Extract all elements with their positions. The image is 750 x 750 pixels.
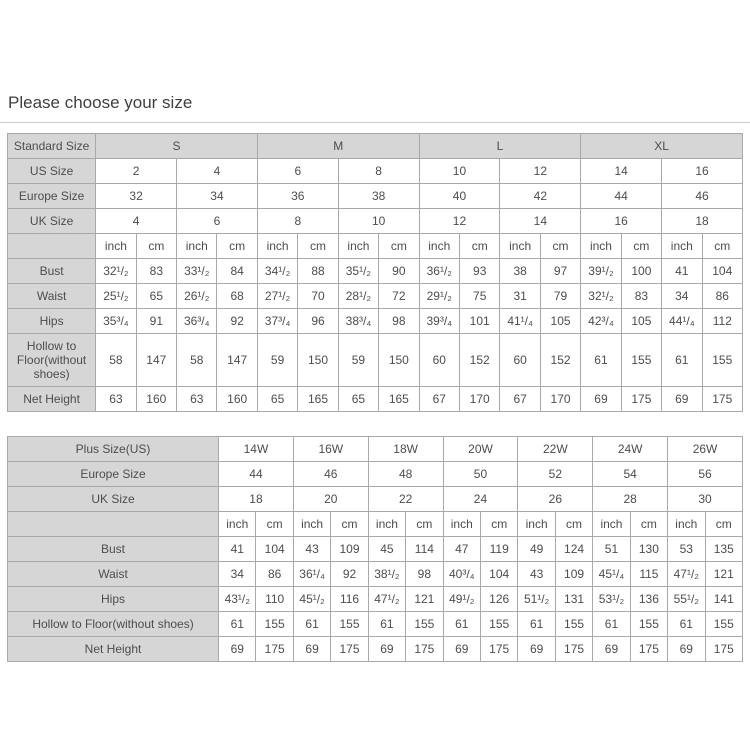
data-cell: 61 [368,612,405,637]
header-cell: XL [581,134,743,159]
data-cell: 22 [368,487,443,512]
data-cell: 61 [443,612,480,637]
data-cell: inch [338,234,378,259]
title-divider [0,122,750,123]
data-cell: 44¹/₄ [662,309,702,334]
header-cell: M [257,134,419,159]
data-cell: 38¹/₂ [368,562,405,587]
data-cell: 175 [630,637,667,662]
data-cell: cm [705,512,742,537]
data-cell: 130 [630,537,667,562]
data-cell: 104 [480,562,517,587]
plus-size-table [7,436,743,662]
data-cell: 36³/₄ [177,309,217,334]
data-cell: 165 [379,387,419,412]
data-cell: 24W [593,437,668,462]
data-cell: 35³/₄ [96,309,136,334]
data-cell: 56 [668,462,743,487]
data-cell: 147 [136,334,176,387]
data-cell: 150 [298,334,338,387]
header-cell: Waist [8,562,219,587]
data-cell: 10 [338,209,419,234]
data-cell: 12 [419,209,500,234]
table-row [8,562,743,587]
data-cell: 69 [368,637,405,662]
data-cell: cm [256,512,293,537]
data-cell: inch [257,234,297,259]
data-cell: 155 [630,612,667,637]
data-cell: 86 [256,562,293,587]
data-cell: 20W [443,437,518,462]
data-cell: 47 [443,537,480,562]
data-cell: 61 [219,612,256,637]
data-cell: 22W [518,437,593,462]
data-cell: 41¹/₄ [500,309,540,334]
data-cell: 8 [338,159,419,184]
data-cell: inch [293,512,330,537]
data-cell: 175 [256,637,293,662]
data-cell: 175 [702,387,742,412]
data-cell: 27¹/₂ [257,284,297,309]
data-cell: 26¹/₂ [177,284,217,309]
header-cell [8,512,219,537]
data-cell: 32¹/₂ [96,259,136,284]
header-cell: Bust [8,259,96,284]
data-cell: 28 [593,487,668,512]
data-cell: 48 [368,462,443,487]
header-cell: Hollow to Floor(without shoes) [8,612,219,637]
table-row [8,184,743,209]
data-cell: 44 [581,184,662,209]
data-cell: 136 [630,587,667,612]
data-cell: inch [177,234,217,259]
data-cell: cm [217,234,257,259]
data-cell: cm [702,234,742,259]
data-cell: 46 [662,184,743,209]
data-cell: 59 [257,334,297,387]
data-cell: 83 [136,259,176,284]
table-row [8,134,743,159]
data-cell: 39³/₄ [419,309,459,334]
data-cell: inch [419,234,459,259]
data-cell: 90 [379,259,419,284]
data-cell: inch [96,234,136,259]
data-cell: 115 [630,562,667,587]
data-cell: 61 [581,334,621,387]
data-cell: 41 [662,259,702,284]
standard-size-table [7,133,743,412]
data-cell: inch [518,512,555,537]
header-cell: Hips [8,587,219,612]
data-cell: 16 [581,209,662,234]
data-cell: cm [621,234,661,259]
table-row [8,462,743,487]
data-cell: 6 [257,159,338,184]
data-cell: 69 [518,637,555,662]
data-cell: 38 [338,184,419,209]
data-cell: 43 [293,537,330,562]
data-cell: 61 [662,334,702,387]
table-row [8,284,743,309]
table-row [8,159,743,184]
data-cell: 175 [480,637,517,662]
data-cell: 92 [217,309,257,334]
table-row [8,334,743,387]
data-cell: 97 [540,259,580,284]
data-cell: 14 [500,209,581,234]
data-cell: cm [298,234,338,259]
data-cell: 34 [177,184,258,209]
data-cell: 68 [217,284,257,309]
data-cell: 155 [705,612,742,637]
data-cell: 16W [293,437,368,462]
data-cell: 72 [379,284,419,309]
data-cell: 58 [177,334,217,387]
data-cell: 6 [177,209,258,234]
data-cell: 155 [555,612,592,637]
data-cell: 152 [459,334,499,387]
standard-size-table [7,133,743,412]
data-cell: 2 [96,159,177,184]
header-cell: Waist [8,284,96,309]
data-cell: 26W [668,437,743,462]
data-cell: 69 [593,637,630,662]
header-cell: US Size [8,159,96,184]
data-cell: 69 [668,637,705,662]
data-cell: 47¹/₂ [668,562,705,587]
data-cell: 38³/₄ [338,309,378,334]
data-cell: cm [480,512,517,537]
data-cell: 112 [702,309,742,334]
data-cell: 41 [219,537,256,562]
data-cell: 44 [219,462,294,487]
data-cell: 34 [219,562,256,587]
data-cell: 86 [702,284,742,309]
data-cell: 35¹/₂ [338,259,378,284]
data-cell: 61 [593,612,630,637]
data-cell: 175 [555,637,592,662]
data-cell: 67 [419,387,459,412]
data-cell: 49 [518,537,555,562]
data-cell: 88 [298,259,338,284]
data-cell: 42³/₄ [581,309,621,334]
data-cell: 40³/₄ [443,562,480,587]
header-cell: Europe Size [8,462,219,487]
data-cell: 165 [298,387,338,412]
data-cell: 121 [705,562,742,587]
header-cell [8,234,96,259]
data-cell: 135 [705,537,742,562]
data-cell: 155 [621,334,661,387]
data-cell: 4 [177,159,258,184]
data-cell: 33¹/₂ [177,259,217,284]
size-tables-section [0,133,750,662]
data-cell: 84 [217,259,257,284]
table-row [8,487,743,512]
data-cell: 155 [406,612,443,637]
data-cell: 98 [379,309,419,334]
table-row [8,587,743,612]
data-cell: cm [459,234,499,259]
data-cell: 36¹/₄ [293,562,330,587]
data-cell: 75 [459,284,499,309]
data-cell: 114 [406,537,443,562]
data-cell: cm [555,512,592,537]
header-cell: L [419,134,581,159]
data-cell: 175 [331,637,368,662]
data-cell: 175 [621,387,661,412]
data-cell: 31 [500,284,540,309]
data-cell: 116 [331,587,368,612]
data-cell: 101 [459,309,499,334]
header-cell: Plus Size(US) [8,437,219,462]
data-cell: 45¹/₂ [293,587,330,612]
data-cell: 29¹/₂ [419,284,459,309]
data-cell: 26 [518,487,593,512]
table-row [8,612,743,637]
data-cell: inch [368,512,405,537]
data-cell: 59 [338,334,378,387]
data-cell: 63 [177,387,217,412]
data-cell: 100 [621,259,661,284]
data-cell: 45¹/₄ [593,562,630,587]
data-cell: 53 [668,537,705,562]
data-cell: 141 [705,587,742,612]
data-cell: 43 [518,562,555,587]
data-cell: 175 [406,637,443,662]
data-cell: 46 [293,462,368,487]
table-row [8,537,743,562]
data-cell: 83 [621,284,661,309]
data-cell: 58 [96,334,136,387]
data-cell: 32 [96,184,177,209]
table-row [8,234,743,259]
data-cell: 40 [419,184,500,209]
header-cell: Net Height [8,387,96,412]
data-cell: inch [668,512,705,537]
data-cell: 25¹/₂ [96,284,136,309]
header-cell: Bust [8,537,219,562]
data-cell: cm [630,512,667,537]
header-cell: UK Size [8,487,219,512]
data-cell: 155 [331,612,368,637]
data-cell: 69 [443,637,480,662]
data-cell: 8 [257,209,338,234]
data-cell: 18 [662,209,743,234]
data-cell: 147 [217,334,257,387]
data-cell: 60 [500,334,540,387]
data-cell: 36¹/₂ [419,259,459,284]
data-cell: 131 [555,587,592,612]
data-cell: 155 [256,612,293,637]
data-cell: inch [662,234,702,259]
header-cell: Europe Size [8,184,96,209]
data-cell: 34¹/₂ [257,259,297,284]
data-cell: inch [500,234,540,259]
data-cell: 50 [443,462,518,487]
data-cell: 43¹/₂ [219,587,256,612]
data-cell: 170 [540,387,580,412]
data-cell: 61 [668,612,705,637]
data-cell: 152 [540,334,580,387]
data-cell: 160 [217,387,257,412]
data-cell: 93 [459,259,499,284]
data-cell: 109 [331,537,368,562]
data-cell: 160 [136,387,176,412]
data-cell: 110 [256,587,293,612]
data-cell: inch [443,512,480,537]
data-cell: 30 [668,487,743,512]
data-cell: 36 [257,184,338,209]
data-cell: 49¹/₂ [443,587,480,612]
data-cell: 54 [593,462,668,487]
header-cell: S [96,134,258,159]
data-cell: 65 [136,284,176,309]
data-cell: 170 [459,387,499,412]
data-cell: 47¹/₂ [368,587,405,612]
data-cell: 155 [480,612,517,637]
data-cell: 150 [379,334,419,387]
data-cell: 124 [555,537,592,562]
data-cell: 24 [443,487,518,512]
data-cell: 104 [256,537,293,562]
data-cell: 53¹/₂ [593,587,630,612]
table-row [8,512,743,537]
table-row [8,259,743,284]
data-cell: 104 [702,259,742,284]
data-cell: 51 [593,537,630,562]
header-cell: UK Size [8,209,96,234]
data-cell: 69 [581,387,621,412]
table-row [8,387,743,412]
data-cell: 42 [500,184,581,209]
data-cell: 69 [219,637,256,662]
data-cell: 63 [96,387,136,412]
table-row [8,209,743,234]
data-cell: 65 [338,387,378,412]
page-title: Please choose your size [8,93,193,112]
data-cell: 45 [368,537,405,562]
data-cell: 32¹/₂ [581,284,621,309]
data-cell: 126 [480,587,517,612]
data-cell: 14W [219,437,294,462]
data-cell: 70 [298,284,338,309]
data-cell: 61 [293,612,330,637]
data-cell: 16 [662,159,743,184]
data-cell: 12 [500,159,581,184]
data-cell: 10 [419,159,500,184]
table-row [8,437,743,462]
data-cell: cm [379,234,419,259]
data-cell: 60 [419,334,459,387]
data-cell: 52 [518,462,593,487]
data-cell: 65 [257,387,297,412]
data-cell: 119 [480,537,517,562]
header-cell: Net Height [8,637,219,662]
data-cell: 51¹/₂ [518,587,555,612]
data-cell: 121 [406,587,443,612]
data-cell: inch [581,234,621,259]
data-cell: 14 [581,159,662,184]
data-cell: 55¹/₂ [668,587,705,612]
data-cell: 96 [298,309,338,334]
data-cell: 34 [662,284,702,309]
data-cell: 37³/₄ [257,309,297,334]
data-cell: 98 [406,562,443,587]
data-cell: 18W [368,437,443,462]
data-cell: 67 [500,387,540,412]
data-cell: cm [331,512,368,537]
table-row [8,309,743,334]
data-cell: inch [219,512,256,537]
data-cell: 69 [293,637,330,662]
data-cell: cm [136,234,176,259]
header-cell: Hips [8,309,96,334]
data-cell: 18 [219,487,294,512]
data-cell: 175 [705,637,742,662]
data-cell: 20 [293,487,368,512]
plus-size-table [7,436,743,662]
data-cell: 69 [662,387,702,412]
data-cell: 39¹/₂ [581,259,621,284]
data-cell: 105 [540,309,580,334]
data-cell: 109 [555,562,592,587]
data-cell: 92 [331,562,368,587]
data-cell: 28¹/₂ [338,284,378,309]
data-cell: 155 [702,334,742,387]
data-cell: cm [406,512,443,537]
data-cell: 79 [540,284,580,309]
data-cell: 38 [500,259,540,284]
header-cell: Standard Size [8,134,96,159]
table-row [8,637,743,662]
data-cell: 91 [136,309,176,334]
data-cell: cm [540,234,580,259]
data-cell: inch [593,512,630,537]
header-cell: Hollow to Floor(without shoes) [8,334,96,387]
data-cell: 4 [96,209,177,234]
data-cell: 105 [621,309,661,334]
data-cell: 61 [518,612,555,637]
